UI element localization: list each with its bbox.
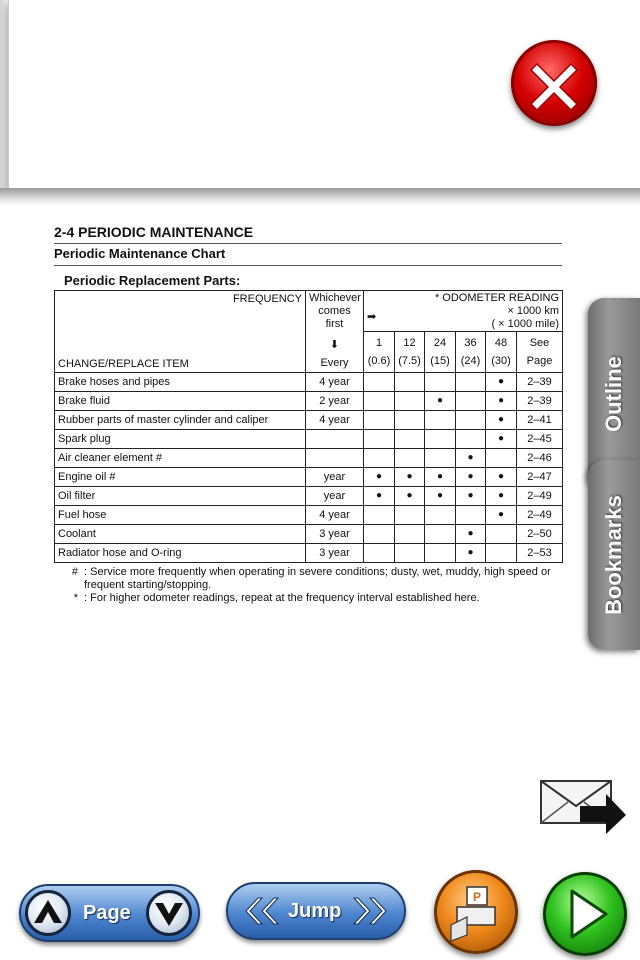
interval-cell (425, 467, 456, 486)
service-dot: ● (375, 490, 383, 501)
mile-value: (7.5) (398, 354, 421, 367)
page-nav-control (19, 884, 200, 942)
comes-text: comes (318, 305, 351, 317)
page-ref-cell[interactable]: 2–53 (517, 543, 563, 562)
interval-cell (364, 505, 395, 524)
odometer-col-header (425, 332, 456, 373)
footnote (54, 566, 562, 592)
interval-cell (456, 486, 486, 505)
interval-cell (456, 543, 486, 562)
page-label: Page (83, 902, 131, 924)
mile-unit: ( × 1000 mile) (491, 318, 560, 330)
double-chevron-right-icon (352, 896, 392, 926)
double-chevron-left-icon (240, 896, 280, 926)
table-corner-header (55, 291, 306, 373)
service-dot: ● (497, 414, 505, 425)
interval-cell (395, 448, 425, 467)
item-cell: Radiator hose and O-ring (55, 543, 306, 562)
interval-cell (395, 505, 425, 524)
bookmarks-tab-label: Bookmarks (601, 495, 626, 615)
service-dot: ● (436, 471, 444, 482)
km-value: 48 (494, 336, 508, 349)
interval-cell (395, 372, 425, 391)
table-row (55, 429, 563, 448)
maintenance-table (54, 290, 563, 563)
service-dot: ● (406, 490, 413, 501)
odometer-col-header (395, 332, 425, 373)
table-row (55, 391, 563, 410)
interval-cell (486, 486, 517, 505)
interval-cell (425, 391, 456, 410)
footnotes (54, 566, 562, 605)
every-cell: 4 year (306, 505, 364, 524)
first-text: first (325, 318, 344, 330)
jump-button[interactable] (226, 882, 406, 940)
interval-cell (364, 543, 395, 562)
interval-cell (425, 448, 456, 467)
section-title: 2-4 PERIODIC MAINTENANCE (54, 224, 562, 244)
page-ref-cell[interactable]: 2–46 (517, 448, 563, 467)
item-cell: Brake fluid (55, 391, 306, 410)
whichever-header (306, 291, 364, 332)
every-cell: 4 year (306, 372, 364, 391)
interval-cell (425, 486, 456, 505)
interval-cell (456, 372, 486, 391)
km-value: 24 (433, 336, 447, 349)
arrow-down-small-icon: ⬇ (329, 338, 340, 351)
arrow-down-icon (149, 893, 189, 933)
odometer-col-header (364, 332, 395, 373)
every-cell (306, 429, 364, 448)
table-row (55, 524, 563, 543)
service-dot: ● (497, 490, 505, 501)
see-page-header (517, 332, 563, 373)
mile-value: (24) (460, 354, 481, 367)
interval-cell (486, 429, 517, 448)
km-value: 12 (403, 336, 416, 349)
item-cell: Air cleaner element # (55, 448, 306, 467)
bookmarks-tab[interactable] (588, 460, 640, 650)
every-cell: 4 year (306, 410, 364, 429)
km-value: 1 (375, 336, 383, 349)
print-button[interactable] (434, 870, 518, 954)
interval-cell (395, 429, 425, 448)
service-dot: ● (375, 471, 383, 482)
page-ref-cell[interactable]: 2–41 (517, 410, 563, 429)
item-cell: Rubber parts of master cylinder and caliper (55, 410, 306, 429)
outline-tab-label: Outline (601, 356, 626, 432)
footnote-text: : Service more frequently when operating in severe conditions; dusty, wet, muddy, high speed or frequent starting/stopping. (84, 565, 551, 591)
every-cell: 2 year (306, 391, 364, 410)
interval-cell (425, 543, 456, 562)
page-text: Page (526, 354, 553, 367)
service-dot: ● (467, 452, 474, 463)
interval-cell (486, 372, 517, 391)
every-header (306, 332, 364, 373)
mile-value: (15) (430, 354, 450, 367)
footnote-text: : For higher odometer readings, repeat at the frequency interval established here. (84, 591, 480, 604)
item-cell: Spark plug (55, 429, 306, 448)
table-row (55, 467, 563, 486)
interval-cell (395, 543, 425, 562)
chart-title: Periodic Maintenance Chart (54, 244, 562, 266)
page-ref-cell[interactable]: 2–50 (517, 524, 563, 543)
page-up-button[interactable] (25, 890, 71, 936)
table-row (55, 486, 563, 505)
service-dot: ● (497, 433, 505, 444)
table-row (55, 410, 563, 429)
interval-cell (456, 391, 486, 410)
interval-cell (486, 543, 517, 562)
service-dot: ● (436, 395, 444, 406)
odometer-header (364, 291, 563, 332)
frequency-label: FREQUENCY (232, 293, 302, 305)
interval-cell (456, 448, 486, 467)
footnote-mark: * (73, 591, 78, 604)
see-text: See (529, 336, 550, 349)
service-dot: ● (497, 376, 505, 387)
close-button[interactable] (511, 40, 597, 126)
service-dot: ● (436, 490, 444, 501)
item-cell: Engine oil # (55, 467, 306, 486)
item-cell: Brake hoses and pipes (55, 372, 306, 391)
table-row (55, 372, 563, 391)
km-value: 36 (464, 336, 477, 349)
footnote-mark: # (71, 565, 78, 578)
km-unit: × 1000 km (507, 305, 560, 317)
interval-cell (364, 429, 395, 448)
item-cell: Coolant (55, 524, 306, 543)
interval-cell (456, 524, 486, 543)
interval-cell (456, 505, 486, 524)
interval-cell (486, 448, 517, 467)
odometer-col-header (456, 332, 486, 373)
service-dot: ● (467, 547, 474, 558)
table-row (55, 505, 563, 524)
email-forward-icon (540, 780, 628, 836)
interval-cell (364, 486, 395, 505)
svg-text:P: P (473, 890, 482, 904)
page-separator (0, 188, 640, 206)
interval-cell (456, 429, 486, 448)
interval-cell (395, 467, 425, 486)
footnote (54, 592, 562, 605)
service-dot: ● (467, 528, 474, 539)
interval-cell (456, 410, 486, 429)
every-cell: 3 year (306, 543, 364, 562)
document-page (54, 224, 562, 605)
service-dot: ● (497, 471, 505, 482)
mile-value: (30) (491, 354, 511, 367)
every-cell: year (306, 467, 364, 486)
jump-label: Jump (288, 900, 342, 922)
arrow-right-icon: ➡ (367, 311, 377, 323)
every-cell: year (306, 486, 364, 505)
odometer-col-header (486, 332, 517, 373)
close-x-icon (511, 40, 597, 126)
interval-cell (425, 429, 456, 448)
service-dot: ● (406, 471, 413, 482)
page-ref-cell[interactable]: 2–39 (517, 391, 563, 410)
interval-cell (395, 486, 425, 505)
arrow-up-icon (28, 893, 68, 933)
interval-cell (395, 391, 425, 410)
item-header: CHANGE/REPLACE ITEM (58, 357, 189, 370)
interval-cell (425, 524, 456, 543)
interval-cell (486, 410, 517, 429)
page-left-edge (0, 0, 8, 200)
interval-cell (364, 448, 395, 467)
page-ref-cell[interactable]: 2–45 (517, 429, 563, 448)
interval-cell (364, 524, 395, 543)
interval-cell (456, 467, 486, 486)
interval-cell (486, 391, 517, 410)
service-dot: ● (467, 490, 474, 501)
table-row (55, 448, 563, 467)
email-forward-button[interactable] (540, 780, 628, 836)
interval-cell (364, 391, 395, 410)
page-ref-cell[interactable]: 2–49 (517, 486, 563, 505)
interval-cell (364, 372, 395, 391)
service-dot: ● (467, 471, 474, 482)
service-dot: ● (497, 395, 505, 406)
table-title: Periodic Replacement Parts: (64, 273, 241, 288)
interval-cell (395, 410, 425, 429)
item-cell: Oil filter (55, 486, 306, 505)
page-down-button[interactable] (146, 890, 192, 936)
table-row (55, 543, 563, 562)
every-text: Every (320, 356, 349, 369)
interval-cell (425, 505, 456, 524)
item-cell: Fuel hose (55, 505, 306, 524)
interval-cell (425, 410, 456, 429)
printer-icon (437, 873, 515, 951)
interval-cell (425, 372, 456, 391)
interval-cell (395, 524, 425, 543)
interval-cell (486, 505, 517, 524)
page-ref-cell[interactable]: 2–49 (517, 505, 563, 524)
interval-cell (364, 467, 395, 486)
page-ref-cell[interactable]: 2–39 (517, 372, 563, 391)
every-cell (306, 448, 364, 467)
whichever-text: Whichever (309, 292, 361, 304)
page-ref-cell[interactable]: 2–47 (517, 467, 563, 486)
interval-cell (486, 467, 517, 486)
every-cell: 3 year (306, 524, 364, 543)
odometer-label: * ODOMETER READING (434, 292, 560, 304)
mile-value: (0.6) (367, 354, 391, 367)
play-icon (546, 875, 624, 953)
play-button[interactable] (543, 872, 627, 956)
interval-cell (364, 410, 395, 429)
service-dot: ● (497, 509, 505, 520)
interval-cell (486, 524, 517, 543)
